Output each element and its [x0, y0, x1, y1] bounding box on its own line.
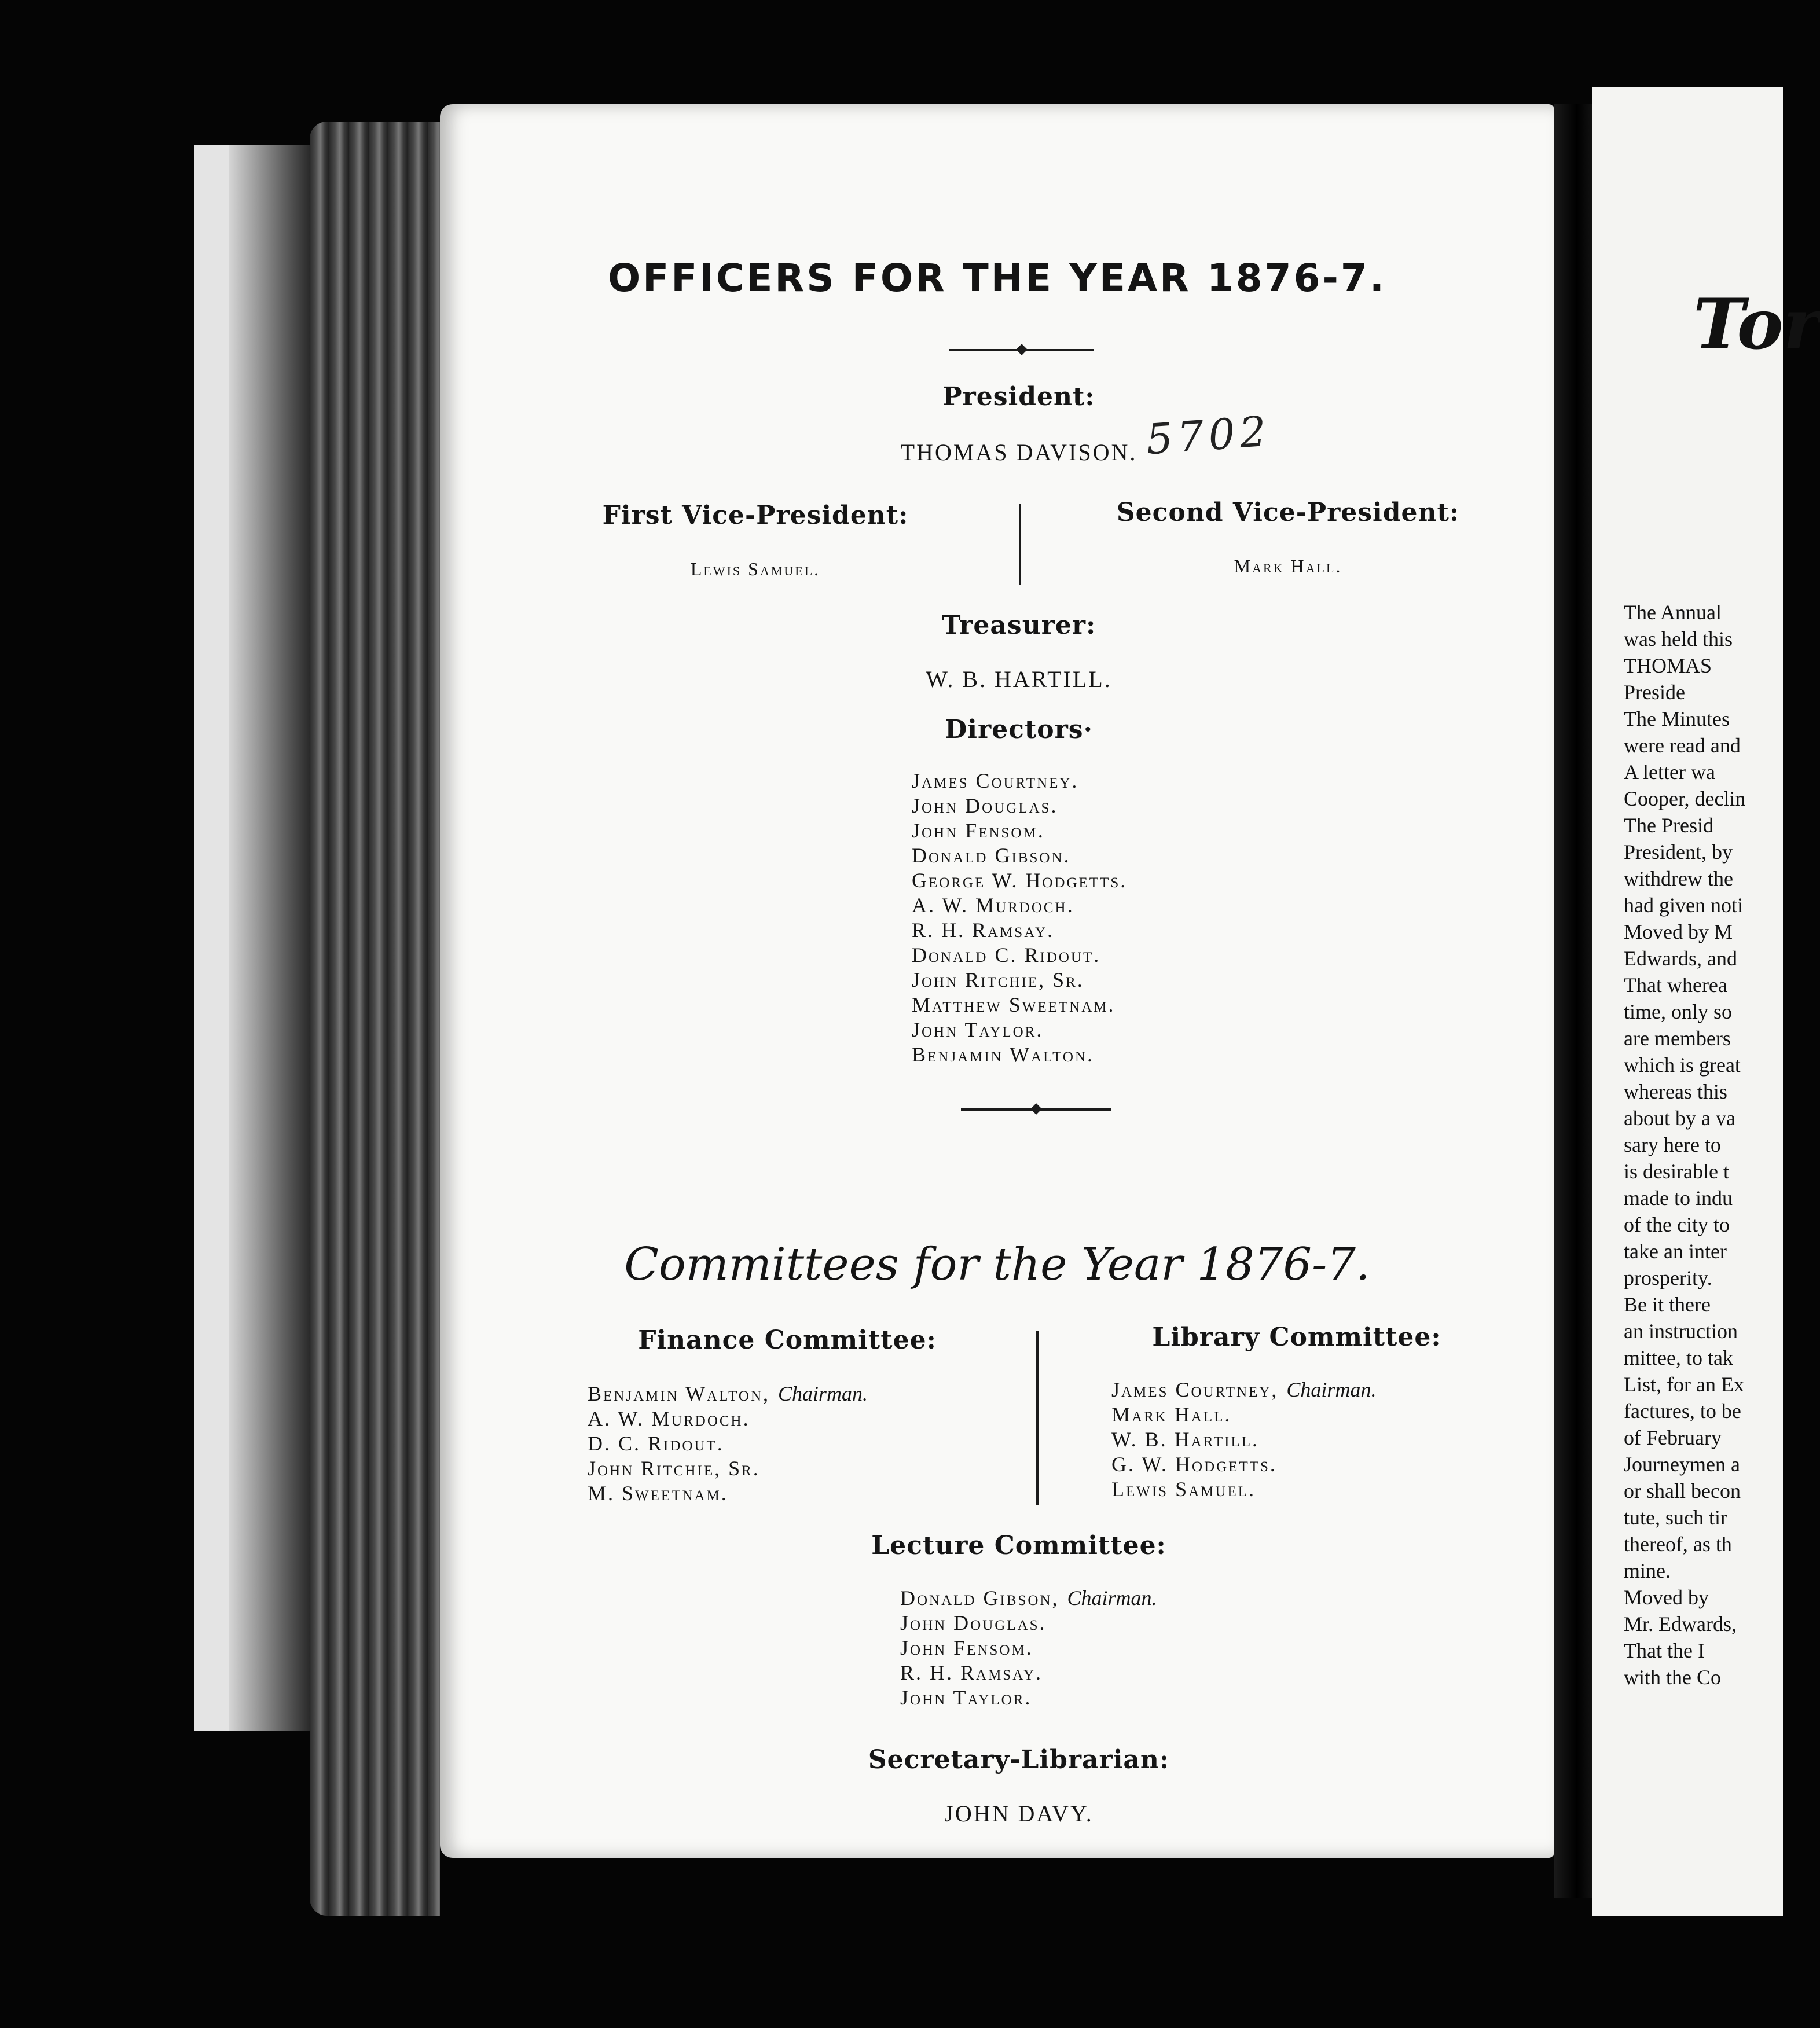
director-name: John Taylor.	[912, 1018, 1044, 1041]
committee-member: W. B. Hartill.	[1111, 1428, 1260, 1451]
directors-list	[912, 769, 1127, 1067]
text-line: mine.	[1624, 1559, 1671, 1582]
committee-member: Lewis Samuel.	[1111, 1478, 1256, 1501]
facing-page-fragment	[1592, 87, 1820, 1916]
committee-member: G. W. Hodgetts.	[1111, 1453, 1277, 1476]
text-line: President, by	[1624, 840, 1733, 864]
text-line: withdrew the	[1624, 867, 1733, 890]
text-line: Moved by	[1624, 1586, 1709, 1609]
committee-member: A. W. Murdoch.	[588, 1407, 750, 1430]
committee-member: John Douglas.	[900, 1611, 1047, 1634]
library-committee-list	[1111, 1377, 1376, 1502]
committee-member: R. H. Ramsay.	[900, 1661, 1043, 1684]
text-line: were read and	[1624, 734, 1741, 757]
second-vice-president-heading: Second Vice-President:	[1116, 498, 1460, 527]
text-line: THOMAS	[1624, 654, 1712, 677]
text-line: prosperity.	[1624, 1266, 1712, 1289]
second-vice-president-name: Mark Hall.	[1234, 556, 1342, 576]
director-name: John Douglas.	[912, 794, 1058, 817]
chairman-note: Chairman.	[778, 1382, 868, 1405]
committee-member	[588, 1382, 868, 1406]
text-line: Moved by M	[1624, 920, 1733, 943]
text-line: or shall becon	[1624, 1479, 1741, 1502]
text-line: about by a va	[1624, 1107, 1735, 1130]
member-name: Benjamin Walton,	[588, 1382, 770, 1405]
text-line: with the Co	[1624, 1666, 1721, 1689]
page-title: OFFICERS FOR THE YEAR 1876-7.	[608, 256, 1386, 300]
text-line: time, only so	[1624, 1000, 1732, 1023]
text-line: The Presid	[1624, 814, 1713, 837]
page-stack-edge	[310, 122, 440, 1916]
ornament-dot	[1016, 344, 1028, 355]
director-name: John Fensom.	[912, 819, 1045, 842]
chairman-note: Chairman.	[1067, 1586, 1157, 1610]
text-line: mittee, to tak	[1624, 1346, 1733, 1369]
text-line: of the city to	[1624, 1213, 1730, 1236]
text-line: made to indu	[1624, 1186, 1733, 1210]
finance-committee-list	[588, 1382, 868, 1506]
committee-member: D. C. Ridout.	[588, 1432, 724, 1455]
book-cover-edge	[194, 145, 229, 1731]
text-line: Journeymen a	[1624, 1453, 1740, 1476]
director-name: Donald Gibson.	[912, 844, 1071, 867]
text-line: List, for an Ex	[1624, 1373, 1744, 1396]
directors-heading: Directors·	[945, 715, 1093, 744]
text-line: take an inter	[1624, 1240, 1727, 1263]
committee-member: John Taylor.	[900, 1686, 1032, 1709]
committee-member: Mark Hall.	[1111, 1403, 1232, 1426]
director-name: George W. Hodgetts.	[912, 869, 1128, 892]
lecture-committee-list	[900, 1586, 1157, 1710]
facing-page-heading: Tor	[1693, 284, 1820, 365]
committee-member: John Ritchie, Sr.	[588, 1457, 760, 1480]
title-ornament-rule	[949, 349, 1094, 351]
text-line: had given noti	[1624, 894, 1743, 917]
member-name: James Courtney,	[1111, 1378, 1279, 1401]
committee-member: John Fensom.	[900, 1636, 1033, 1659]
text-line: A letter wa	[1624, 760, 1715, 784]
finance-committee-heading: Finance Committee:	[638, 1325, 937, 1355]
first-vice-president-heading: First Vice-President:	[602, 501, 909, 530]
handwritten-annotation: 5702	[1144, 406, 1272, 464]
text-line: The Minutes	[1624, 707, 1730, 730]
text-line: That wherea	[1624, 973, 1727, 997]
president-heading: President:	[942, 382, 1095, 412]
text-line: Preside	[1624, 681, 1685, 704]
ornament-dot	[1030, 1103, 1042, 1115]
text-line: Cooper, declin	[1624, 787, 1746, 810]
lecture-committee-heading: Lecture Committee:	[871, 1531, 1166, 1560]
text-line: an instruction	[1624, 1320, 1738, 1343]
treasurer-name: W. B. HARTILL.	[926, 666, 1112, 692]
vice-president-divider	[1019, 504, 1021, 585]
first-vice-president-name: Lewis Samuel.	[690, 559, 821, 579]
book-gutter	[1554, 104, 1592, 1898]
text-line: thereof, as th	[1624, 1533, 1732, 1556]
committee-member: M. Sweetnam.	[588, 1482, 728, 1505]
president-name: THOMAS DAVISON.	[900, 439, 1138, 465]
officers-page	[440, 104, 1554, 1858]
text-line: Mr. Edwards,	[1624, 1612, 1737, 1636]
text-line: tute, such tir	[1624, 1506, 1727, 1529]
text-line: which is great	[1624, 1053, 1741, 1077]
director-name: Matthew Sweetnam.	[912, 993, 1116, 1016]
text-line: The Annual	[1624, 601, 1722, 624]
treasurer-heading: Treasurer:	[941, 611, 1096, 640]
cover-shadow	[229, 145, 310, 1731]
secretary-librarian-name: JOHN DAVY.	[944, 1801, 1094, 1827]
text-line: whereas this	[1624, 1080, 1727, 1103]
director-name: John Ritchie, Sr.	[912, 968, 1084, 991]
text-line: was held this	[1624, 627, 1733, 651]
text-line: Edwards, and	[1624, 947, 1737, 970]
director-name: James Courtney.	[912, 769, 1079, 792]
committee-member	[900, 1586, 1157, 1611]
secretary-librarian-heading: Secretary-Librarian:	[868, 1745, 1170, 1774]
facing-page-text	[1624, 599, 1746, 1691]
committee-divider	[1036, 1331, 1039, 1505]
library-committee-heading: Library Committee:	[1152, 1322, 1441, 1352]
director-name: Benjamin Walton.	[912, 1043, 1095, 1066]
section-ornament-rule	[961, 1108, 1111, 1111]
text-line: of February	[1624, 1426, 1722, 1449]
text-line: factures, to be	[1624, 1399, 1741, 1423]
text-line: is desirable t	[1624, 1160, 1729, 1183]
chairman-note: Chairman.	[1286, 1378, 1377, 1401]
member-name: Donald Gibson,	[900, 1586, 1059, 1610]
committee-member	[1111, 1377, 1376, 1402]
text-line: That the I	[1624, 1639, 1705, 1662]
text-line: Be it there	[1624, 1293, 1711, 1316]
director-name: R. H. Ramsay.	[912, 919, 1055, 942]
text-line: sary here to	[1624, 1133, 1721, 1156]
text-line: are members	[1624, 1027, 1731, 1050]
committees-title: Committees for the Year 1876-7.	[624, 1239, 1370, 1291]
director-name: A. W. Murdoch.	[912, 894, 1074, 917]
director-name: Donald C. Ridout.	[912, 943, 1101, 967]
